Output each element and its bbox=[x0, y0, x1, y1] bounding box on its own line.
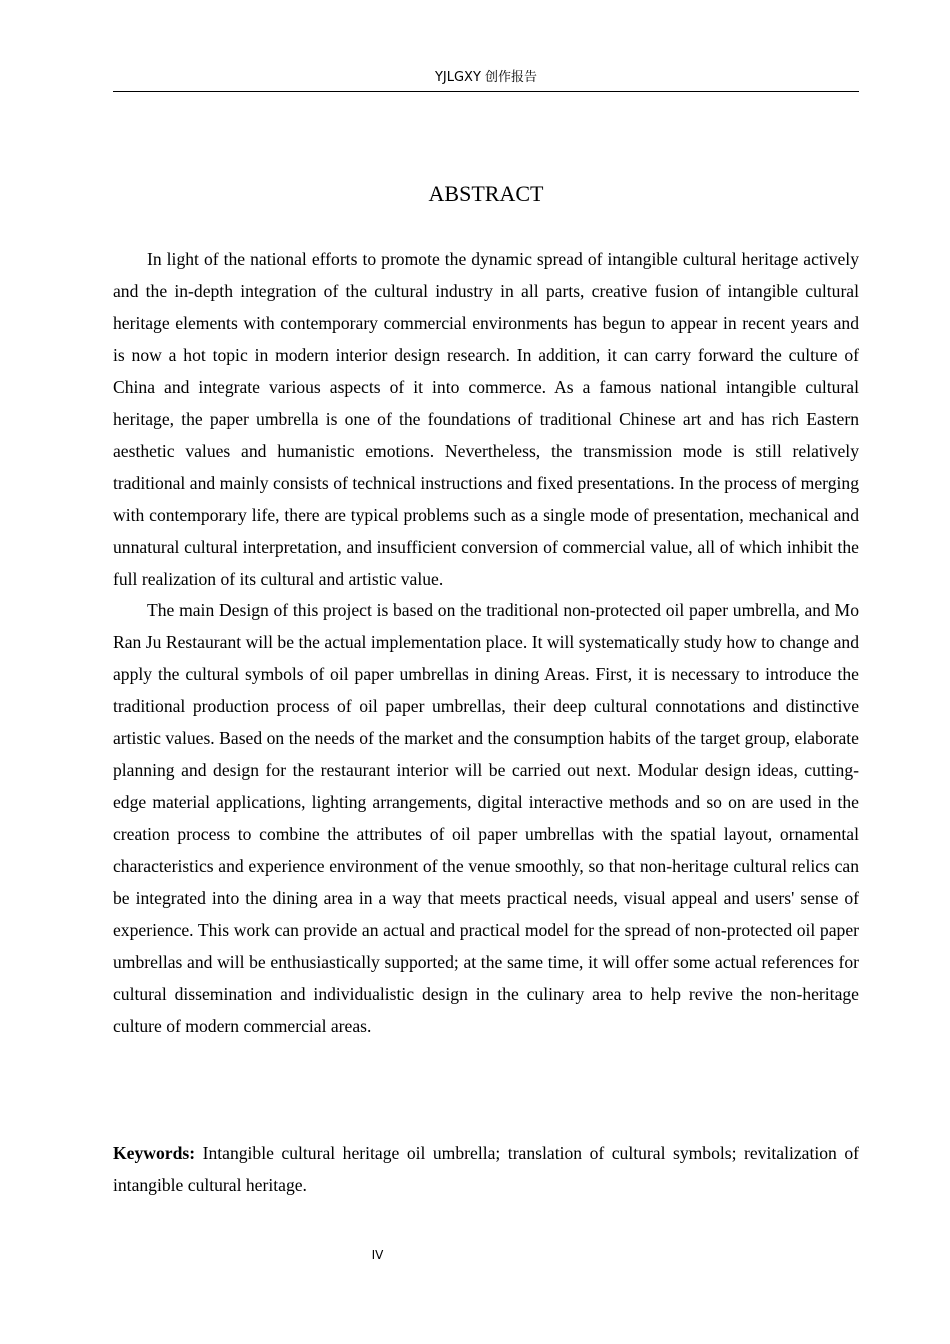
abstract-body bbox=[113, 244, 859, 1043]
abstract-title: ABSTRACT bbox=[428, 181, 544, 206]
page-header bbox=[113, 66, 859, 92]
keywords-text: Intangible cultural heritage oil umbrella; translation of cultural symbols; revitalization of intangible cultural heritage. bbox=[113, 1143, 859, 1195]
keywords bbox=[113, 1138, 859, 1202]
abstract-paragraph-2: The main Design of this project is based on the traditional non-protected oil paper umbrella, and Mo Ran Ju Restaurant will be the actual implementation place. It will systematically study how to change and apply the cultural symbols of oil paper umbrellas in dining Areas. First, it is necessary to introduce the traditional production process of oil paper umbrellas, their deep cultural connotations and distinctive artistic values. Based on the needs of the market and the consumption habits of the target group, elaborate planning and design for the restaurant interior will be carried out next. Modular design ideas, cutting-edge material applications, lighting arrangements, digital interactive methods and so on are used in the creation process to combine the attributes of oil paper umbrellas with the spatial layout, ornamental characteristics and experience environment of the venue smoothly, so that non-heritage cultural relics can be integrated into the dining area in a way that meets practical needs, visual appeal and users' sense of experience. This work can provide an actual and practical model for the spread of non-protected oil paper umbrellas and will be enthusiastically supported; at the same time, it will offer some actual references for cultural dissemination and individualistic design in the culinary area to help revive the non-heritage culture of modern commercial areas. bbox=[113, 600, 859, 1036]
keywords-label: Keywords: bbox=[113, 1143, 196, 1163]
abstract-paragraph-1: In light of the national efforts to promote the dynamic spread of intangible cultural heritage actively and the in-depth integration of the cultural industry in all parts, creative fusion of intangible cultural heritage elements with contemporary commercial environments has begun to appear in recent years and is now a hot topic in modern interior design research. In addition, it can carry forward the culture of China and integrate various aspects of it into commerce. As a famous national intangible cultural heritage, the paper umbrella is one of the foundations of traditional Chinese art and has rich Eastern aesthetic values and humanistic emotions. Nevertheless, the transmission mode is still relatively traditional and mainly consists of technical instructions and fixed presentations. In the process of merging with contemporary life, there are typical problems such as a single mode of presentation, mechanical and unnatural cultural interpretation, and insufficient conversion of commercial value, all of which inhibit the full realization of its cultural and artistic value. bbox=[113, 249, 859, 589]
page-number: IV bbox=[371, 1248, 384, 1262]
header-text: YJLGXY 创作报告 bbox=[434, 70, 538, 85]
